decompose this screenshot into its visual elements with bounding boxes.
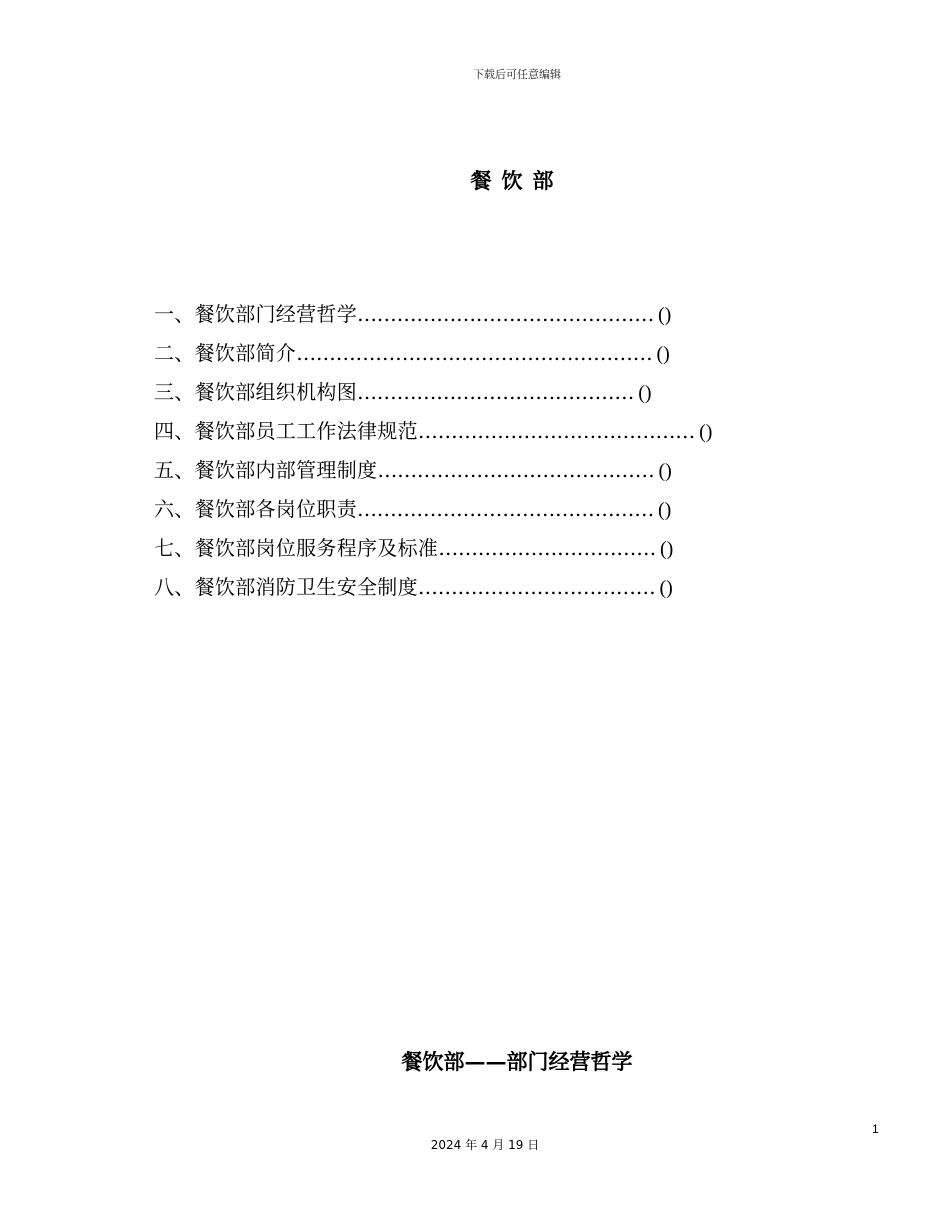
toc-item <box>154 300 712 339</box>
toc-item <box>154 573 712 612</box>
header-note: 下载后可任意编辑 <box>473 68 561 81</box>
toc-item-text: 七、餐饮部岗位服务程序及标准 <box>154 536 439 560</box>
toc-item-leader: …………………………………… <box>417 419 696 443</box>
toc-item-leader: …………………………………… <box>377 458 655 482</box>
toc-item-page: () <box>658 499 672 521</box>
toc-item <box>154 417 712 456</box>
toc-item-leader: ……………………………… <box>417 575 656 599</box>
toc-item-text: 一、餐饮部门经营哲学 <box>154 302 357 326</box>
toc-item-text: 二、餐饮部简介 <box>154 341 297 365</box>
toc-item-page: () <box>660 538 674 560</box>
toc-item-leader: ……………………………………… <box>357 497 655 521</box>
toc-item-leader: ……………………………………………… <box>296 341 653 365</box>
document-title: 餐饮部 <box>470 168 564 193</box>
toc-item-text: 四、餐饮部员工工作法律规范 <box>154 419 418 443</box>
toc-item-leader: ……………………………………… <box>357 302 655 326</box>
toc-item-page: () <box>658 304 672 326</box>
table-of-contents <box>154 300 712 612</box>
toc-item-text: 五、餐饮部内部管理制度 <box>154 458 378 482</box>
toc-item <box>154 378 712 417</box>
toc-item-page: () <box>638 382 652 404</box>
toc-item-leader: …………………………… <box>438 536 657 560</box>
toc-item-page: () <box>658 460 672 482</box>
toc-item-page: () <box>656 343 670 365</box>
footer-date: 2024 年 4 月 19 日 <box>430 1138 540 1152</box>
toc-item <box>154 339 712 378</box>
toc-item <box>154 534 712 573</box>
toc-item-text: 八、餐饮部消防卫生安全制度 <box>154 575 418 599</box>
toc-item <box>154 495 712 534</box>
toc-item-leader: …………………………………… <box>357 380 635 404</box>
toc-item-page: () <box>659 577 673 599</box>
section-title: 餐饮部——部门经营哲学 <box>401 1049 633 1074</box>
toc-item-text: 三、餐饮部组织机构图 <box>154 380 357 404</box>
toc-item-page: () <box>699 421 713 443</box>
toc-item <box>154 456 712 495</box>
toc-item-text: 六、餐饮部各岗位职责 <box>154 497 357 521</box>
page-number: 1 <box>872 1122 879 1136</box>
